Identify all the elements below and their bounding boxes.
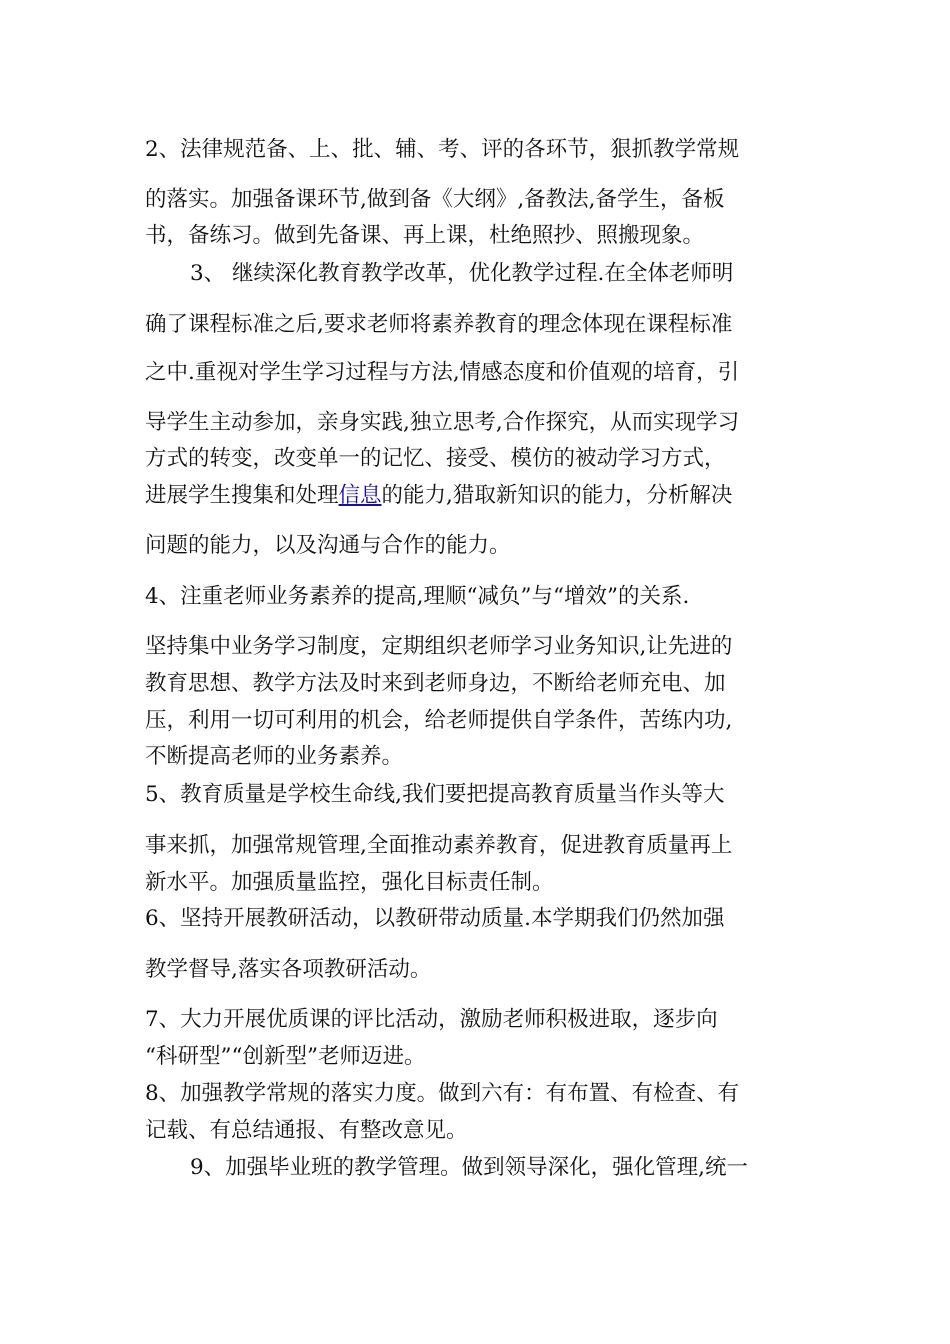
text-line: 之中.重视对学生学习过程与方法,情感态度和价值观的培育，引 — [145, 360, 740, 385]
text-line: “科研型”“创新型”老师迈进。 — [145, 1044, 426, 1069]
text-segment: 进展学生搜集和处理 — [145, 483, 339, 508]
text-line: 教学督导,落实各项教研活动。 — [145, 957, 432, 982]
text-segment: 的能力,猎取新知识的能力，分析解决 — [381, 483, 733, 508]
text-line: 压，利用一切可利用的机会，给老师提供自学条件，苦练内功, — [145, 708, 733, 733]
text-line: 确了课程标准之后,要求老师将素养教育的理念体现在课程标准 — [145, 312, 733, 337]
text-line: 导学生主动参加，亲身实践,独立思考,合作探究，从而实现学习 — [145, 410, 740, 435]
text-line: 2、法律规范备、上、批、辅、考、评的各环节，狠抓教学常规 — [145, 137, 740, 162]
text-line: 问题的能力，以及沟通与合作的能力。 — [145, 533, 511, 558]
text-line: 8、加强教学常规的落实力度。做到六有：有布置、有检查、有 — [145, 1081, 740, 1106]
text-line: 4、注重老师业务素养的提高,理顺“减负”与“增效”的关系. — [145, 584, 690, 609]
text-line: 方式的转变，改变单一的记忆、接受、模仿的被动学习方式， — [145, 446, 726, 471]
text-line: 6、坚持开展教研活动，以教研带动质量.本学期我们仍然加强 — [145, 906, 725, 931]
info-link[interactable]: 信息 — [338, 483, 382, 508]
text-line: 3、 继续深化教育教学改革，优化教学过程.在全体老师明 — [190, 261, 734, 286]
text-line-with-link — [145, 481, 815, 511]
text-line: 新水平。加强质量监控，强化目标责任制。 — [145, 870, 554, 895]
text-line: 5、教育质量是学校生命线,我们要把提高教育质量当作头等大 — [145, 782, 725, 807]
text-line: 坚持集中业务学习制度，定期组织老师学习业务知识,让先进的 — [145, 634, 733, 659]
text-line: 书，备练习。做到先备课、再上课，杜绝照抄、照搬现象。 — [145, 223, 705, 248]
text-line: 教育思想、教学方法及时来到老师身边，不断给老师充电、加 — [145, 671, 726, 696]
text-line: 9、加强毕业班的教学管理。做到领导深化，强化管理,统一 — [190, 1155, 749, 1180]
text-line: 7、大力开展优质课的评比活动，激励老师积极进取，逐步向 — [145, 1007, 718, 1032]
text-line: 事来抓，加强常规管理,全面推动素养教育，促进教育质量再上 — [145, 833, 733, 858]
text-line: 不断提高老师的业务素养。 — [145, 744, 404, 769]
text-line: 的落实。加强备课环节,做到备《大纲》,备教法,备学生，备板 — [145, 187, 725, 212]
text-line: 记载、有总结通报、有整改意见。 — [145, 1118, 468, 1143]
